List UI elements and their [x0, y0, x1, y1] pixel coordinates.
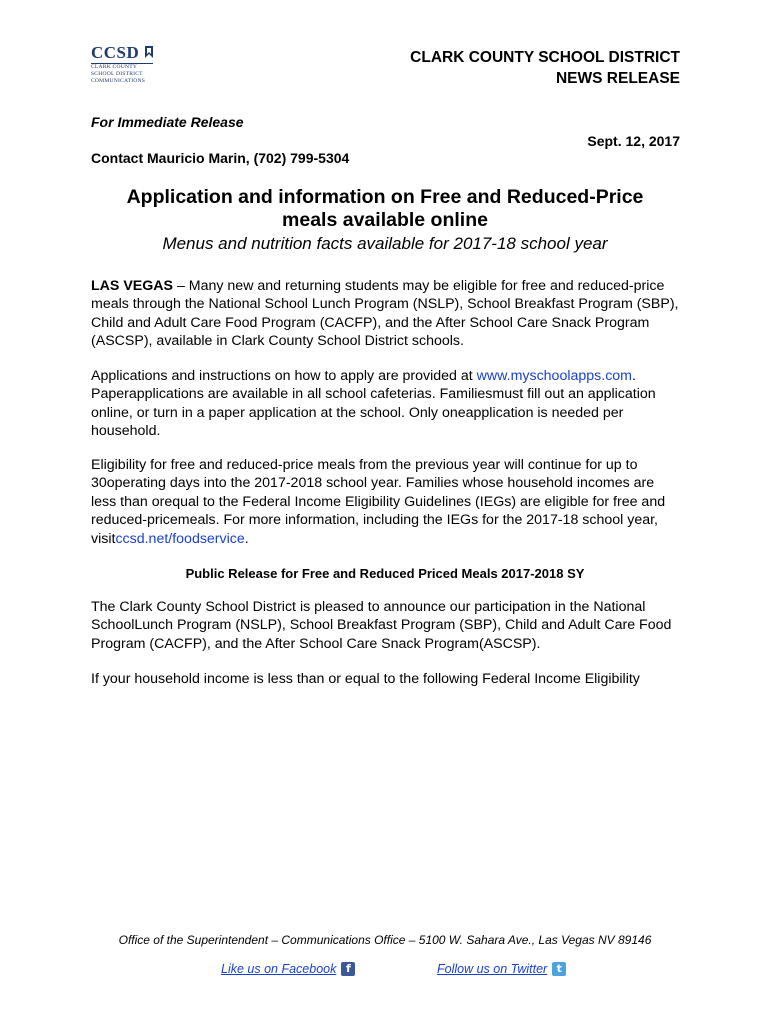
headline [91, 186, 679, 232]
ccsd-logo [91, 44, 157, 96]
paragraph-2-before: Applications and instructions on how to apply are provided at [91, 368, 477, 384]
headline-line-2: meals available online [282, 209, 488, 231]
release-label: For Immediate Release [91, 114, 244, 130]
headline-line-1: Application and information on Free and Reduced-Price [126, 186, 644, 208]
district-name: CLARK COUNTY SCHOOL DISTRICT [410, 49, 680, 66]
logo-line-1: CLARK COUNTY [91, 64, 138, 70]
dateline-dash: – [173, 278, 189, 294]
paragraph-3-after: . [244, 530, 249, 547]
logo-line-2: SCHOOL DISTRICT [91, 71, 143, 77]
contact-line: Contact Mauricio Marin, (702) 799-5304 [91, 150, 350, 166]
logo-flag-icon [144, 45, 154, 59]
twitter-label[interactable]: Follow us on Twitter [437, 962, 548, 976]
facebook-label[interactable]: Like us on Facebook [221, 962, 337, 976]
subheadline: Menus and nutrition facts available for 2017-18 school year [162, 234, 608, 253]
facebook-icon[interactable]: f [341, 962, 355, 976]
footer-address: Office of the Superintendent – Communications Office – 5100 W. Sahara Ave., Las Vegas NV 89146 [118, 933, 652, 947]
facebook-link[interactable] [221, 962, 355, 976]
paragraph-4: The Clark County School District is pleased to announce our participation in the National SchoolLunch Program (NSLP), School Breakfast Program (SBP), Child and Adult Care Food Program (CACFP), and the After School Care Snack Program(ASCSP). [91, 599, 672, 652]
foodservice-link[interactable]: ccsd.net/foodservice [115, 530, 245, 547]
paragraph-3 [91, 456, 681, 548]
logo-abbr: CCSD [91, 43, 140, 62]
news-release-label: NEWS RELEASE [555, 70, 680, 87]
paragraph-5: If your household income is less than or equal to the following Federal Income Eligibility [91, 671, 640, 687]
paragraph-2 [91, 367, 681, 441]
paragraph-1-text: Many new and returning students may be eligible for free and reduced-price meals through the National School Lunch Program (NSLP), School Breakfast Program (SBP), Child and Adult Care Food Program (CACFP), and the After School Care Snack Program (ASCSP), available in Clark County School District schools. [91, 278, 679, 350]
section-title: Public Release for Free and Reduced Priced Meals 2017-2018 SY [185, 566, 585, 581]
myschoolapps-link[interactable]: www.myschoolapps.com [476, 368, 632, 384]
logo-line-3: COMMUNICATIONS [91, 78, 146, 84]
twitter-icon[interactable]: t [552, 962, 566, 976]
dateline: LAS VEGAS [91, 278, 173, 294]
twitter-link[interactable] [437, 962, 566, 976]
paragraph-1 [91, 277, 681, 351]
release-date: Sept. 12, 2017 [587, 133, 680, 149]
paragraph-3-before: Eligibility for free and reduced-price meals from the previous year will continue for up to 30operating days into the 2017-2018 school year. Families whose household incomes are less than orequal to the Federal Income Eligibility Guidelines (IEGs) are eligible for free and reduced-pricemeals. For more information, including the IEGs for the 2017-18 school year, visit [91, 457, 666, 547]
paragraph-2-after: . Paperapplications are available in all school cafeterias. Familiesmust fill out an application online, or turn in a paper application at the school. Only oneapplication is needed per household. [91, 368, 656, 440]
